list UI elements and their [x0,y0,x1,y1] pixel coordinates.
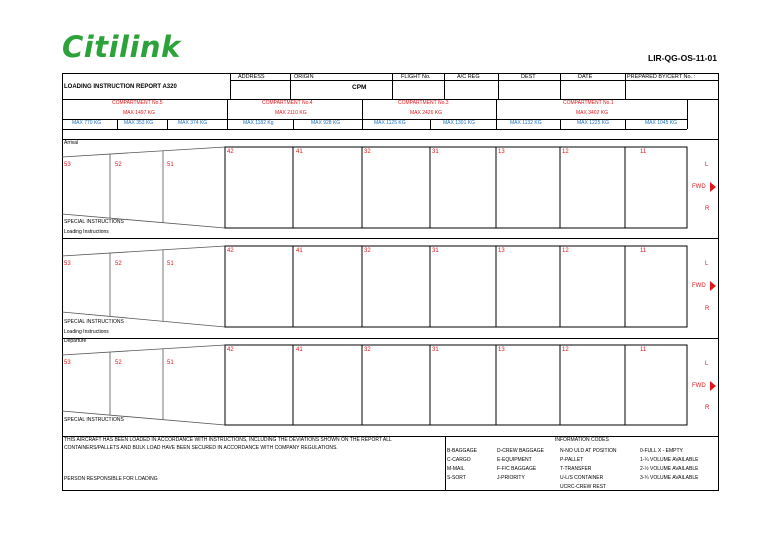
position-42: 42 [227,149,234,155]
position-13: 13 [498,248,505,254]
field-cpm: CPM [352,84,367,91]
position-12: 12 [562,149,569,155]
compartment-1-sub: MAX 1132 KG [510,120,542,126]
document-reference: LIR-QG-OS-11-01 [648,53,717,63]
side-right: R [705,206,710,212]
code-item: U-L/S CONTAINER [560,475,604,481]
position-52: 52 [115,162,122,168]
position-32: 32 [364,248,371,254]
fwd-arrow-icon [710,281,716,291]
position-13: 13 [498,347,505,353]
section-label-loading: Loading Instructions [64,329,109,335]
special-instructions: SPECIAL INSTRUCTIONS [64,319,124,325]
side-left: L [705,162,709,168]
side-right: R [705,405,710,411]
position-41: 41 [296,248,303,254]
code-item: J-PRIORITY [497,475,525,481]
code-item: F-F/C BAGGAGE [497,466,537,472]
position-12: 12 [562,248,569,254]
fwd-arrow-icon [710,381,716,391]
position-41: 41 [296,347,303,353]
position-42: 42 [227,248,234,254]
compartment-4-sub: MAX 928 KG [311,120,341,126]
position-31: 31 [432,347,439,353]
special-instructions: SPECIAL INSTRUCTIONS [64,219,124,225]
position-53: 53 [64,162,71,168]
fwd-label: FWD [692,184,706,190]
section-label-loading: Loading Instructions [64,229,109,235]
footer-divider [445,436,446,491]
position-11: 11 [640,347,647,353]
compartment-5-sub: MAX 374 KG [178,120,208,126]
fwd-arrow-icon [710,182,716,192]
position-41: 41 [296,149,303,155]
statement-line-2: CONTAINERS/PALLETS AND BULK LOAD HAVE BEEN SECURED IN ACCORDANCE WITH COMPANY REGULATIONS. [64,445,338,451]
position-53: 53 [64,360,71,366]
compartment-5-max: MAX 1497 KG [123,110,155,116]
compartment-5-sub: MAX 770 KG [72,120,102,126]
code-item: M-MAIL [447,466,465,472]
compartment-4-max: MAX 2110 KG [275,110,307,116]
position-42: 42 [227,347,234,353]
special-instructions: SPECIAL INSTRUCTIONS [64,417,124,423]
position-11: 11 [640,149,647,155]
compartment-1-max: MAX 3402 KG [576,110,608,116]
position-51: 51 [167,360,174,366]
compartment-4-sub: MAX 1182 Kg [243,120,274,126]
section-label-arrival: Arrival [64,140,79,146]
compartment-3-sub: MAX 1125 KG [374,120,406,126]
position-32: 32 [364,347,371,353]
position-12: 12 [562,347,569,353]
field-date: DATE [578,74,593,80]
compartment-3-sub: MAX 1301 KG [443,120,475,126]
code-item: P-PALLET [560,457,584,463]
code-item: B-BAGGAGE [447,448,478,454]
code-item: UCRC-CREW REST [560,484,607,490]
field-flight-no: FLIGHT No. [401,74,431,80]
citilink-logo: Citilink [62,30,181,64]
section-label-departure: Departure [64,338,87,344]
side-right: R [705,306,710,312]
position-52: 52 [115,360,122,366]
field-address: ADDRESS [238,74,265,80]
position-13: 13 [498,149,505,155]
compartment-5-name: COMPARTMENT No.5 [112,100,163,106]
fwd-label: FWD [692,283,706,289]
position-31: 31 [432,149,439,155]
compartment-3-max: MAX 2426 KG [410,110,442,116]
report-title: LOADING INSTRUCTION REPORT A320 [64,84,177,90]
compartment-4-name: COMPARTMENT No.4 [262,100,313,106]
code-item: D-CREW BAGGAGE [497,448,544,454]
code-item: C-CARGO [447,457,471,463]
compartment-1-sub: MAX 1225 KG [577,120,609,126]
person-responsible-label: PERSON RESPONSIBLE FOR LOADING [64,476,158,482]
compartment-1-name: COMPARTMENT No.1 [563,100,614,106]
field-ac-reg: A/C REG [457,74,480,80]
code-item: 1-¼ VOLUME AVAILABLE [640,457,699,463]
field-dest: DEST [521,74,536,80]
compartment-3-name: COMPARTMENT No.3 [398,100,449,106]
position-51: 51 [167,162,174,168]
side-left: L [705,261,709,267]
code-item: T-TRANSFER [560,466,592,472]
information-codes-title: INFORMATION CODES [555,437,609,443]
code-item: E-EQUIPMENT [497,457,532,463]
position-52: 52 [115,261,122,267]
field-prepared-by: PREPARED BY/CERT No. : [627,74,696,80]
position-51: 51 [167,261,174,267]
code-item: 3-¾ VOLUME AVAILABLE [640,475,699,481]
field-origin: ORIGIN [294,74,314,80]
code-item: 0-FULL X - EMPTY [640,448,683,454]
statement-line-1: THIS AIRCRAFT HAS BEEN LOADED IN ACCORDANCE WITH INSTRUCTIONS, INCLUDING THE DEVIATIONS SHOWN ON THE REPORT ALL [64,437,392,443]
position-53: 53 [64,261,71,267]
position-11: 11 [640,248,647,254]
code-item: 2-½ VOLUME AVAILABLE [640,466,699,472]
position-31: 31 [432,248,439,254]
side-left: L [705,361,709,367]
compartment-5-sub: MAX 353 KG [124,120,154,126]
code-item: S-SORT [447,475,466,481]
compartment-1-sub: MAX 1045 KG [645,120,677,126]
fwd-label: FWD [692,383,706,389]
position-32: 32 [364,149,371,155]
code-item: N-NO ULD AT POSITION [560,448,617,454]
